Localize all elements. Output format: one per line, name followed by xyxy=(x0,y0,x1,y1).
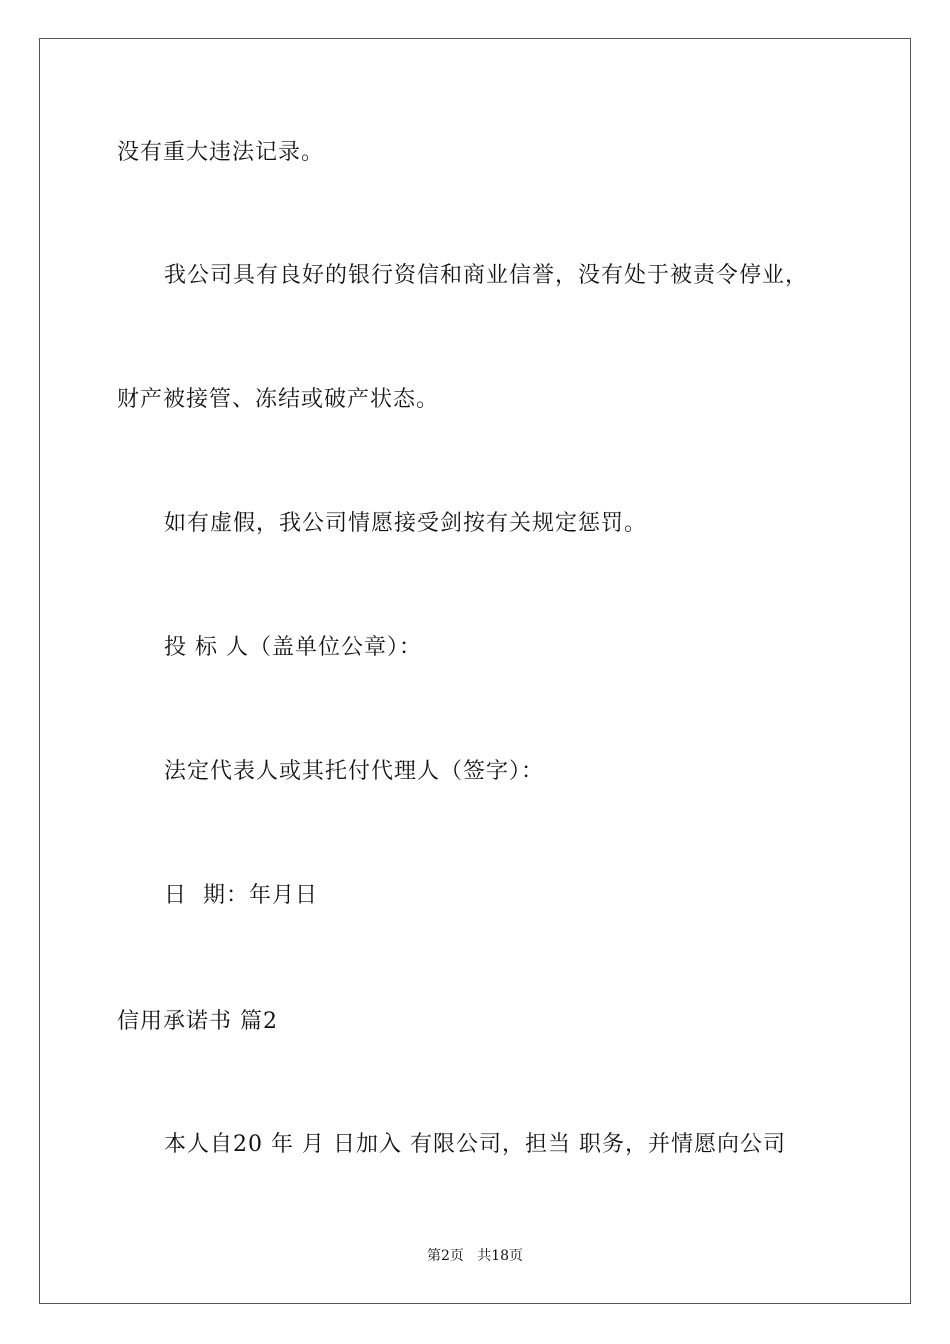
paragraph-line: 财产被接管、冻结或破产状态。 xyxy=(117,387,440,412)
paragraph-line: 没有重大违法记录。 xyxy=(117,140,325,165)
paragraph-line: 投 标 人（盖单位公章）： xyxy=(164,635,422,660)
paragraph-line: 日 期：年月日 xyxy=(164,883,318,908)
section-heading: 信用承诺书 篇2 xyxy=(117,1009,278,1034)
page-footer: 第2页 共18页 xyxy=(426,1248,524,1264)
paragraph-line: 本人自20 年 月 日加入 有限公司，担当 职务，并情愿向公司 xyxy=(164,1132,786,1157)
page-border xyxy=(39,38,911,1304)
paragraph-line: 我公司具有良好的银行资信和商业信誉，没有处于被责令停业， xyxy=(164,263,809,288)
paragraph-line: 如有虚假，我公司情愿接受剑按有关规定惩罚。 xyxy=(164,511,648,536)
paragraph-line: 法定代表人或其托付代理人（签字）： xyxy=(164,759,545,784)
